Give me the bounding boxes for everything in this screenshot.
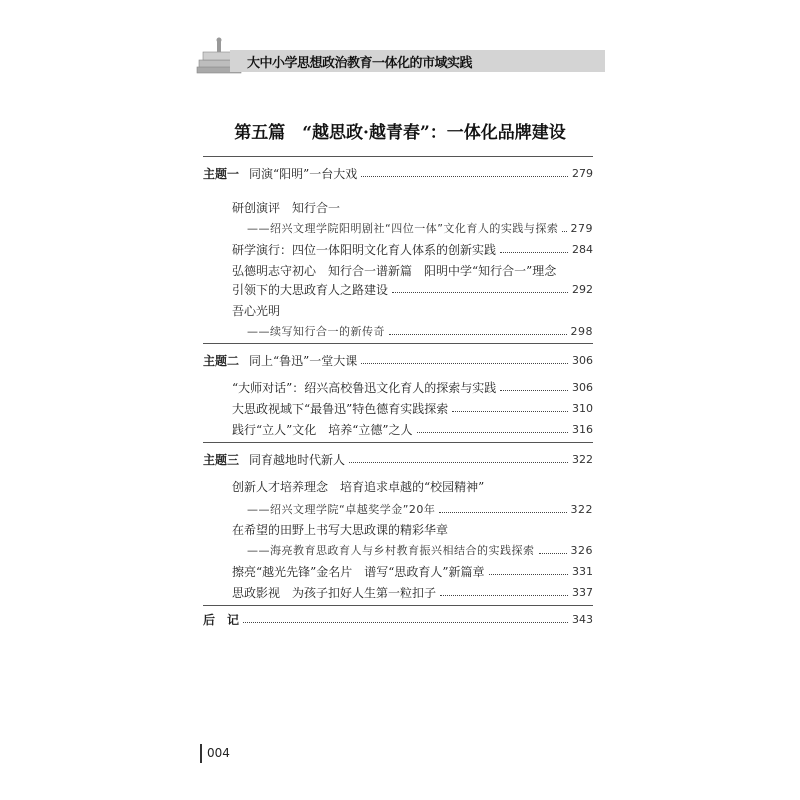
toc-entry-subtitle <box>247 541 593 559</box>
dot-leader <box>361 176 568 177</box>
section-divider <box>203 442 593 443</box>
entry-title: “大师对话”：绍兴高校鲁迅文化育人的探索与实践 <box>232 380 497 395</box>
section-divider <box>203 156 593 157</box>
section-divider <box>203 605 593 606</box>
toc-entry-subtitle <box>247 322 593 340</box>
entry-title: 大思政视域下“最鲁迅”特色德育实践探索 <box>232 401 449 416</box>
topic-title: 同演“阳明”一台大戏 <box>249 166 358 181</box>
afterword-label: 后 记 <box>203 612 240 627</box>
topic-label: 主题三 <box>203 452 240 467</box>
entry-title: 研创演评 知行合一 <box>232 200 341 215</box>
entry-title: 擦亮“越光先锋”金名片 谱写“思政育人”新篇章 <box>232 564 485 579</box>
toc-entry <box>232 399 593 417</box>
entry-title: ——海亮教育思政育人与乡村教育振兴相结合的实践探索 <box>247 544 535 557</box>
toc-entry <box>232 583 593 601</box>
topic-title: 同育越地时代新人 <box>249 452 346 467</box>
afterword-page-number: 343 <box>572 612 593 626</box>
entry-page-number: 316 <box>572 422 593 436</box>
entry-page-number: 292 <box>572 282 593 296</box>
topic-heading <box>203 164 593 182</box>
toc-entry <box>232 562 593 580</box>
entry-page-number: 279 <box>570 221 593 235</box>
toc-entry <box>232 301 593 319</box>
topic-heading <box>203 450 593 468</box>
entry-title: 创新人才培养理念 培育追求卓越的“校园精神” <box>232 479 485 494</box>
toc-entry <box>232 378 593 396</box>
entry-title: ——绍兴文理学院“卓越奖学金”20年 <box>247 503 436 516</box>
topic-page-number: 306 <box>572 353 593 367</box>
dot-leader <box>349 462 568 463</box>
topic-heading <box>203 351 593 369</box>
running-header-title: 大中小学思想政治教育一体化的市域实践 <box>247 56 473 71</box>
topic-label: 主题二 <box>203 353 240 368</box>
dot-leader <box>500 252 568 253</box>
dot-leader <box>440 595 568 596</box>
toc-entry <box>232 477 593 495</box>
dot-leader <box>361 363 568 364</box>
page-number: 004 <box>207 746 230 760</box>
entry-page-number: 284 <box>572 242 593 256</box>
topic-title: 同上“鲁迅”一堂大课 <box>249 353 358 368</box>
dot-leader <box>452 411 568 412</box>
dot-leader <box>243 622 568 623</box>
part-title: 第五篇 “越思政·越青春”：一体化品牌建设 <box>234 123 566 143</box>
entry-page-number: 306 <box>572 380 593 394</box>
dot-leader <box>439 512 566 513</box>
entry-title: ——绍兴文理学院阳明剧社“四位一体”文化育人的实践与探索 <box>247 222 559 235</box>
entry-page-number: 310 <box>572 401 593 415</box>
toc-entry <box>232 420 593 438</box>
toc-entry <box>232 280 593 298</box>
entry-title: 弘德明志守初心 知行合一谱新篇 阳明中学“知行合一”理念 <box>232 263 557 278</box>
running-header <box>195 30 605 82</box>
entry-title: 引领下的大思政育人之路建设 <box>232 282 389 297</box>
topic-page-number: 322 <box>572 452 593 466</box>
afterword-entry <box>203 610 593 628</box>
entry-title: 研学演行：四位一体阳明文化育人体系的创新实践 <box>232 242 497 257</box>
toc-entry <box>232 520 593 538</box>
toc-entry <box>232 261 593 279</box>
entry-page-number: 326 <box>570 543 593 557</box>
toc-entry-subtitle <box>247 219 593 237</box>
entry-page-number: 337 <box>572 585 593 599</box>
entry-title: 在希望的田野上书写大思政课的精彩华章 <box>232 522 449 537</box>
section-divider <box>203 343 593 344</box>
dot-leader <box>562 231 566 232</box>
dot-leader <box>539 553 567 554</box>
entry-title: 践行“立人”文化 培养“立德”之人 <box>232 422 413 437</box>
dot-leader <box>500 390 568 391</box>
dot-leader <box>417 432 568 433</box>
toc-entry-subtitle <box>247 500 593 518</box>
entry-title: 思政影视 为孩子扣好人生第一粒扣子 <box>232 585 437 600</box>
dot-leader <box>489 574 568 575</box>
topic-page-number: 279 <box>572 166 593 180</box>
topic-label: 主题一 <box>203 166 240 181</box>
toc-entry <box>232 240 593 258</box>
dot-leader <box>389 334 567 335</box>
entry-title: ——续写知行合一的新传奇 <box>247 325 385 338</box>
toc-entry <box>232 198 593 216</box>
entry-page-number: 322 <box>570 502 593 516</box>
dot-leader <box>392 292 568 293</box>
entry-page-number: 331 <box>572 564 593 578</box>
folio-marker <box>200 744 202 763</box>
entry-title: 吾心光明 <box>232 303 281 318</box>
entry-page-number: 298 <box>570 324 593 338</box>
